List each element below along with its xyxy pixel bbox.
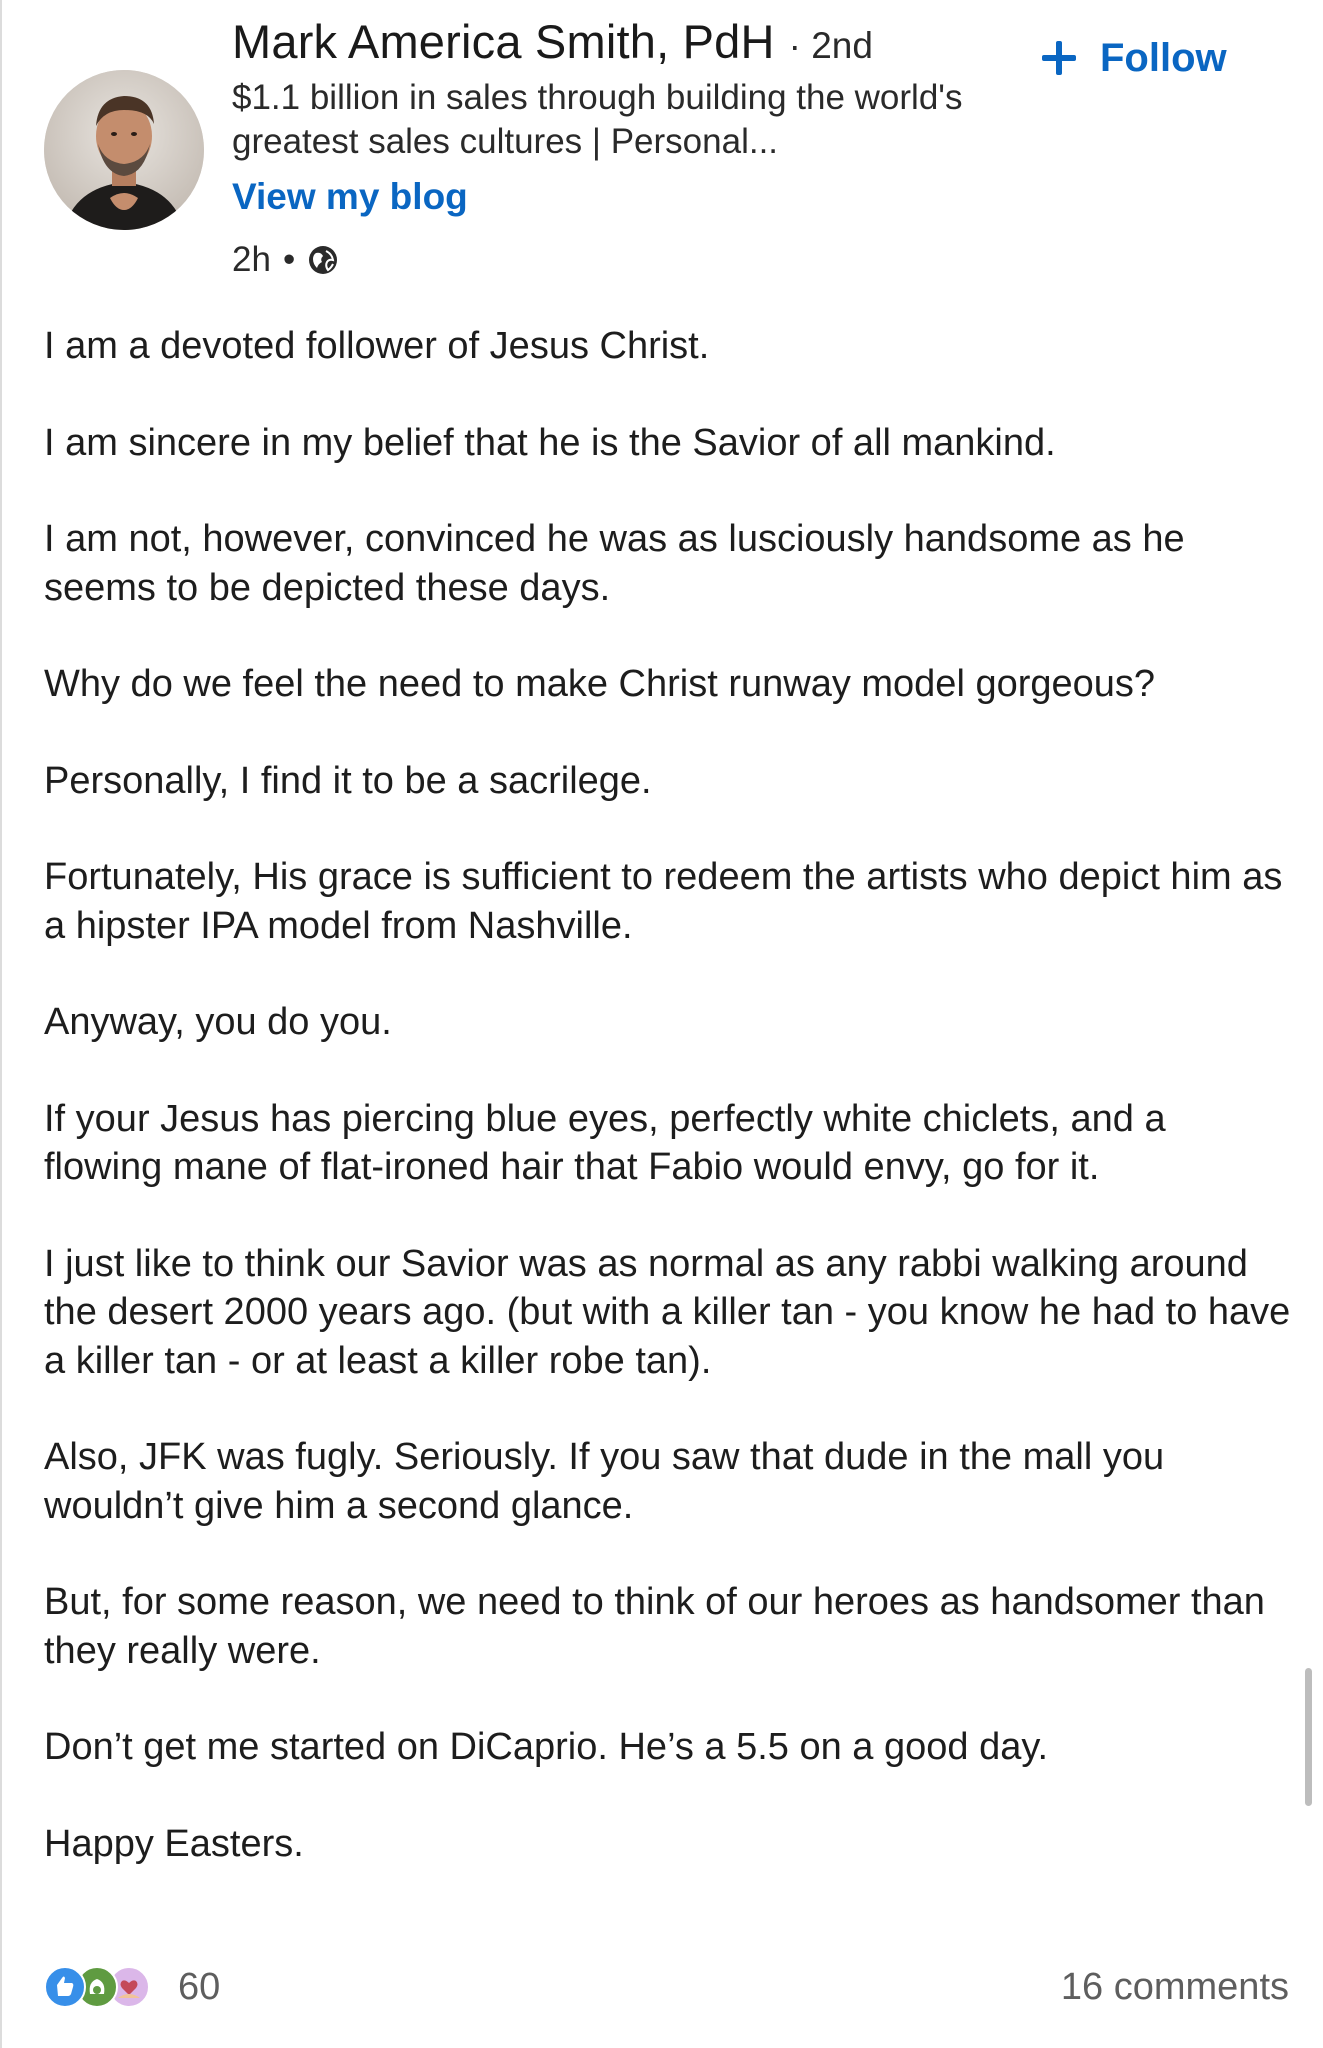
- comments-count[interactable]: 16 comments: [1060, 1965, 1289, 2008]
- post-paragraph: I am sincere in my belief that he is the Savior of all mankind.: [44, 421, 1056, 464]
- reaction-count: 60: [178, 1965, 221, 2008]
- post-body: [44, 322, 1294, 1916]
- reaction-icons: [44, 1964, 164, 2010]
- post-paragraph: Happy Easters.: [44, 1822, 304, 1865]
- post-header: [2, 0, 1323, 300]
- connection-degree: · 2nd: [788, 25, 873, 66]
- view-blog-link[interactable]: View my blog: [232, 176, 468, 217]
- post-paragraph: I am a devoted follower of Jesus Christ.: [44, 325, 710, 367]
- social-counts-bar: [44, 1962, 1289, 2012]
- post-paragraph: If your Jesus has piercing blue eyes, perfectly white chiclets, and a flowing mane of flat-ironed hair that Fabio would envy, go for it.: [44, 1097, 1166, 1188]
- author-name-row: [232, 14, 873, 78]
- author-name[interactable]: Mark America Smith, PdH: [232, 15, 775, 68]
- reactions-summary[interactable]: [44, 1962, 220, 2012]
- globe-icon: [307, 244, 339, 276]
- post-timestamp: 2h: [232, 240, 271, 279]
- post-paragraph: Also, JFK was fugly. Seriously. If you saw that dude in the mall you wouldn’t give him a second glance.: [44, 1436, 1165, 1527]
- post-paragraph: But, for some reason, we need to think of our heroes as handsomer than they really were.: [44, 1581, 1265, 1672]
- post-paragraph: Don’t get me started on DiCaprio. He’s a 5.5 on a good day.: [44, 1726, 1049, 1768]
- like-reaction-icon: [44, 1966, 86, 2008]
- post-paragraph: Fortunately, His grace is sufficient to redeem the artists who depict him as a hipster IPA model from Nashville.: [44, 856, 1283, 947]
- avatar-photo: [44, 70, 204, 230]
- post-paragraph: Anyway, you do you.: [44, 1001, 392, 1043]
- author-headline: $1.1 billion in sales through building the world's greatest sales cultures | Personal...: [232, 78, 963, 161]
- post-paragraph: Personally, I find it to be a sacrilege.: [44, 759, 652, 802]
- post-meta: [232, 238, 339, 282]
- meta-separator: •: [282, 240, 296, 279]
- post-paragraph: Why do we feel the need to make Christ runway model gorgeous?: [44, 663, 1156, 705]
- avatar[interactable]: [44, 70, 204, 230]
- post-paragraph: I am not, however, convinced he was as lusciously handsome as he seems to be depicted these days.: [44, 518, 1185, 609]
- plus-icon: [1038, 37, 1080, 79]
- follow-label: Follow: [1100, 35, 1227, 80]
- scrollbar-thumb[interactable]: [1305, 1668, 1312, 1806]
- follow-button[interactable]: [1038, 30, 1227, 86]
- post-paragraph: I just like to think our Savior was as normal as any rabbi walking around the desert 2000 years ago. (but with a killer tan - you know he had to have a killer tan - or at least a killer robe tan).: [44, 1242, 1291, 1382]
